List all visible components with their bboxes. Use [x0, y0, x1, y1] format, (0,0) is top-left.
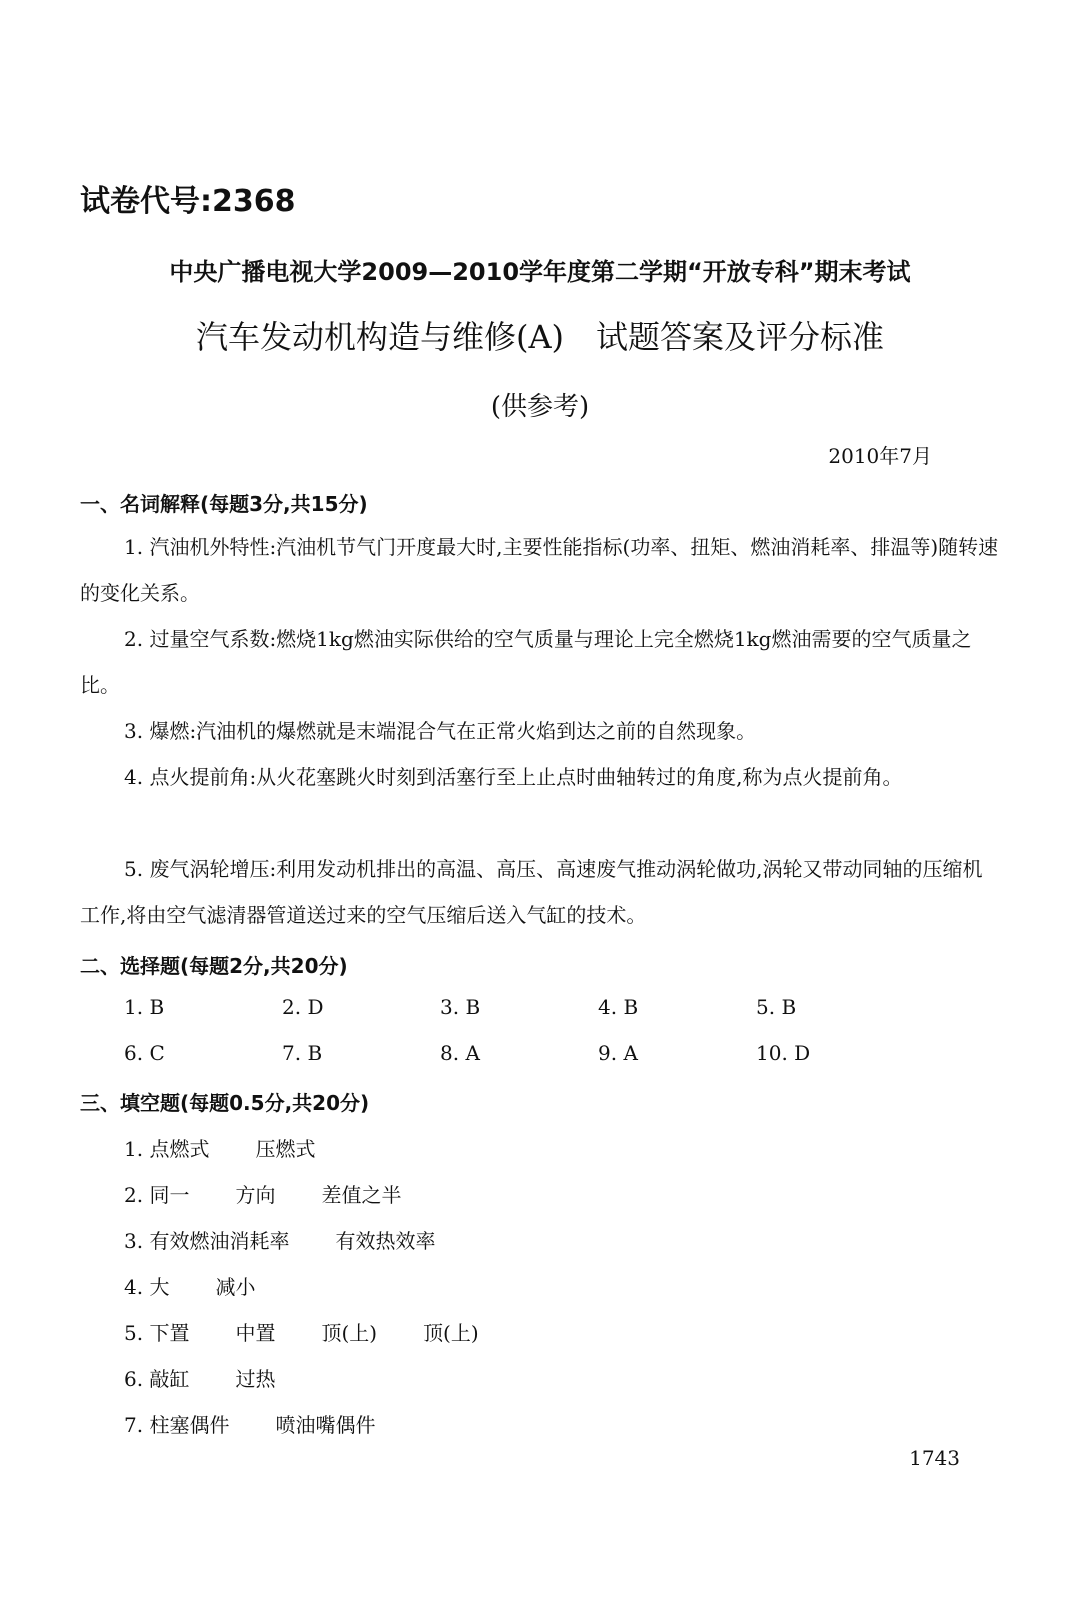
- fill-answer: 3. 有效燃油消耗率: [124, 1229, 290, 1253]
- choice-answer: 2. D: [282, 995, 324, 1019]
- reference-note: (供参考): [490, 392, 590, 422]
- choice-answer: 4. B: [598, 995, 639, 1019]
- exam-date: 2010年7月: [828, 444, 932, 468]
- fill-answer: 过热: [235, 1367, 276, 1391]
- definition-item: 5. 废气涡轮增压:利用发动机排出的高温、高压、高速废气推动涡轮做功,涡轮又带动同轴的压缩机工作,将由空气滤清器管道送过来的空气压缩后送入气缸的技术。: [80, 857, 983, 927]
- choice-answer: 5. B: [756, 995, 797, 1019]
- fill-answer-row: [124, 1363, 321, 1392]
- fill-answer: 压燃式: [255, 1137, 316, 1161]
- choice-answer: 8. A: [440, 1041, 480, 1065]
- choice-answer: 1. B: [124, 995, 165, 1019]
- fill-answer: 有效热效率: [335, 1229, 436, 1253]
- page-title: 汽车发动机构造与维修(A) 试题答案及评分标准: [195, 318, 885, 356]
- section-1-heading: 一、名词解释(每题3分,共15分): [80, 492, 368, 516]
- choice-answer: 7. B: [282, 1041, 323, 1065]
- fill-answer-row: [124, 1225, 481, 1254]
- fill-answer-row: [124, 1317, 525, 1346]
- fill-answer: 差值之半: [321, 1183, 402, 1207]
- definition-item: 4. 点火提前角:从火花塞跳火时刻到活塞行至上止点时曲轴转过的角度,称为点火提前角。: [124, 765, 903, 789]
- section-2-heading: 二、选择题(每题2分,共20分): [80, 954, 348, 978]
- fill-answer-row: [124, 1409, 421, 1438]
- fill-answer: 减小: [215, 1275, 256, 1299]
- definition-item: 2. 过量空气系数:燃烧1kg燃油实际供给的空气质量与理论上完全燃烧1kg燃油需要的空气质量之比。: [80, 627, 972, 697]
- fill-answer-row: [124, 1133, 361, 1162]
- fill-answer: 2. 同一: [124, 1183, 190, 1207]
- fill-answer: 顶(上): [321, 1321, 378, 1345]
- fill-answer-row: [124, 1271, 301, 1300]
- choice-answer-row: [124, 995, 914, 1019]
- page-number: 1743: [909, 1446, 960, 1470]
- choice-answer: 6. C: [124, 1041, 165, 1065]
- choice-answer: 10. D: [756, 1041, 811, 1065]
- fill-answer: 中置: [235, 1321, 276, 1345]
- fill-answer: 1. 点燃式: [124, 1137, 210, 1161]
- fill-answer: 7. 柱塞偶件: [124, 1413, 230, 1437]
- fill-answer: 顶(上): [423, 1321, 479, 1345]
- fill-answer: 5. 下置: [124, 1321, 190, 1345]
- choice-answer: 3. B: [440, 995, 481, 1019]
- paper-code: 试卷代号:2368: [80, 184, 296, 219]
- fill-answer: 方向: [235, 1183, 276, 1207]
- fill-answer: 6. 敲缸: [124, 1367, 190, 1391]
- exam-name: 中央广播电视大学2009—2010学年度第二学期“开放专科”期末考试: [169, 258, 911, 286]
- section-3-heading: 三、填空题(每题0.5分,共20分): [80, 1091, 370, 1115]
- fill-answer-row: [124, 1179, 447, 1208]
- choice-answer: 9. A: [598, 1041, 638, 1065]
- definition-item: 3. 爆燃:汽油机的爆燃就是末端混合气在正常火焰到达之前的自然现象。: [124, 719, 757, 743]
- choice-answer-row: [124, 1041, 914, 1065]
- fill-answer: 喷油嘴偶件: [275, 1413, 376, 1437]
- definition-item: 1. 汽油机外特性:汽油机节气门开度最大时,主要性能指标(功率、扭矩、燃油消耗率、排温等)随转速的变化关系。: [80, 535, 999, 605]
- fill-answer: 4. 大: [124, 1275, 170, 1299]
